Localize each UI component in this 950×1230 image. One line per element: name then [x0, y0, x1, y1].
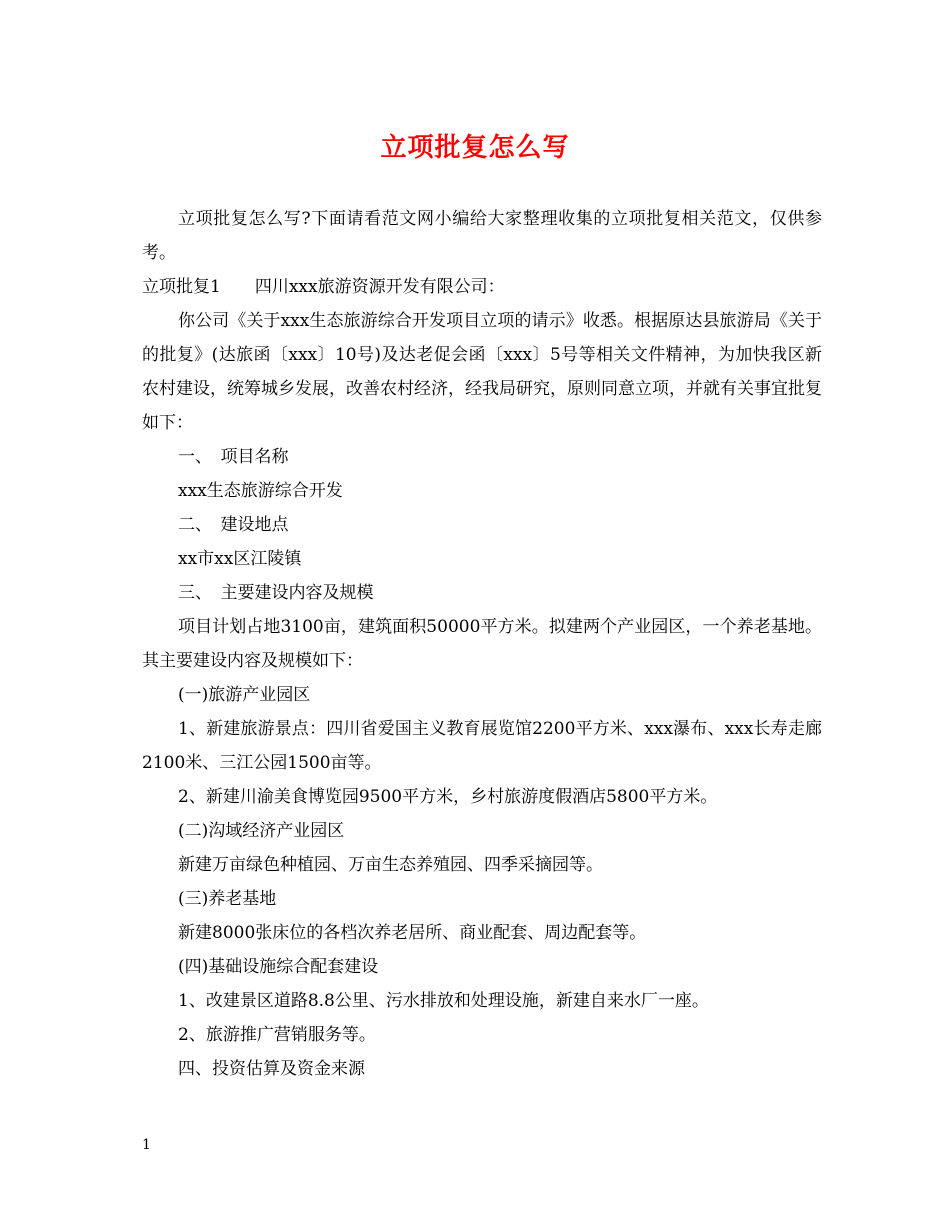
list-item-infrastructure-2: 2、旅游推广营销服务等。 — [178, 1025, 376, 1045]
paragraph-valley-park: 新建万亩绿色种植园、万亩生态养殖园、四季采摘园等。 — [178, 855, 603, 875]
section-heading-location: 二、 建设地点 — [178, 515, 289, 535]
paragraph-heading-reply: 立项批复1 四川xxx旅游资源开发有限公司： — [142, 277, 505, 297]
list-item-tourism-1: 1、新建旅游景点：四川省爱国主义教育展览馆2200平方米、xxx瀑布、xxx长寿走廊2100米、三江公园1500亩等。 — [142, 719, 822, 773]
list-item-infrastructure-1: 1、改建景区道路8.8公里、污水排放和处理设施，新建自来水厂一座。 — [178, 991, 709, 1011]
paragraph-intro: 立项批复怎么写?下面请看范文网小编给大家整理收集的立项批复相关范文，仅供参考。 — [142, 209, 822, 263]
section-heading-scope: 三、 主要建设内容及规模 — [178, 583, 374, 603]
section-heading-investment: 四、投资估算及资金来源 — [178, 1059, 365, 1079]
page-number: 1 — [142, 1137, 151, 1153]
paragraph-scope: 项目计划占地3100亩，建筑面积50000平方米。拟建两个产业园区，一个养老基地。其主要建设内容及规模如下： — [142, 617, 822, 671]
subsection-tourism-park: (一)旅游产业园区 — [178, 685, 311, 705]
list-item-tourism-2: 2、新建川渝美食博览园9500平方米，乡村旅游度假酒店5800平方米。 — [178, 787, 718, 807]
subsection-elderly-base: (三)养老基地 — [178, 889, 277, 909]
paragraph-project-name: xxx生态旅游综合开发 — [178, 481, 343, 501]
section-heading-project-name: 一、 项目名称 — [178, 447, 289, 467]
subsection-valley-park: (二)沟域经济产业园区 — [178, 821, 345, 841]
document-body — [142, 202, 822, 1086]
subsection-infrastructure: (四)基础设施综合配套建设 — [178, 957, 379, 977]
paragraph-location: xx市xx区江陵镇 — [178, 549, 302, 569]
paragraph-elderly-base: 新建8000张床位的各档次养老居所、商业配套、周边配套等。 — [178, 923, 647, 943]
document-title: 立项批复怎么写 — [380, 133, 570, 163]
paragraph-reply-body: 你公司《关于xxx生态旅游综合开发项目立项的请示》收悉。根据原达县旅游局《关于的批复》(达旅函〔xxx〕10号)及达老促会函〔xxx〕5号等相关文件精神，为加快我区新农村建设，统筹城乡发展，改善农村经济，经我局研究，原则同意立项，并就有关事宜批复如下： — [142, 311, 822, 433]
